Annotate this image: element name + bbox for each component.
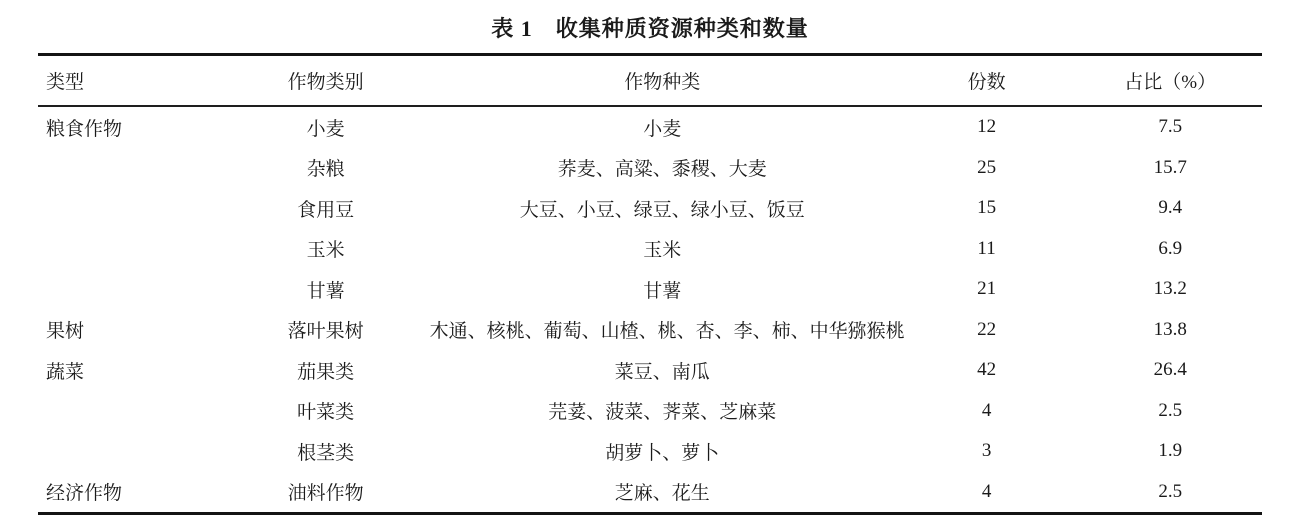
table-row	[38, 431, 1262, 472]
cell-percent: 2.5	[1158, 399, 1183, 421]
cell-category: 杂粮	[306, 159, 345, 181]
cell-type	[38, 391, 222, 432]
cell-type	[38, 431, 222, 472]
cell-percent: 6.9	[1158, 237, 1183, 259]
cell-type: 蔬菜	[46, 361, 85, 383]
column-header-type: 类型	[38, 55, 222, 107]
cell-percent: 7.5	[1158, 116, 1183, 138]
cell-category: 油料作物	[287, 483, 364, 505]
table-row	[38, 188, 1262, 229]
cell-species: 胡萝卜、萝卜	[605, 442, 720, 464]
cell-percent: 13.2	[1153, 278, 1187, 300]
table-row	[38, 472, 1262, 514]
column-header-species: 作物种类	[430, 55, 895, 107]
cell-count: 12	[977, 116, 997, 138]
cell-species: 甘薯	[643, 280, 682, 302]
table-row	[38, 391, 1262, 432]
column-header-category: 作物类别	[222, 55, 430, 107]
cell-species: 木通、核桃、葡萄、山楂、桃、杏、李、柿、中华猕猴桃	[429, 321, 905, 343]
cell-category: 落叶果树	[287, 321, 364, 343]
cell-count: 15	[977, 197, 997, 219]
cell-species: 芫荽、菠菜、荠菜、芝麻菜	[548, 402, 777, 424]
cell-category: 小麦	[306, 118, 345, 140]
cell-count: 3	[981, 440, 992, 462]
column-header-percent: 占比（%）	[1078, 55, 1262, 107]
table-row	[38, 269, 1262, 310]
cell-percent: 15.7	[1153, 156, 1187, 178]
cell-percent: 13.8	[1153, 318, 1187, 340]
cell-category: 食用豆	[297, 199, 355, 221]
cell-percent: 9.4	[1158, 197, 1183, 219]
table-row	[38, 229, 1262, 270]
cell-type: 经济作物	[46, 483, 123, 505]
cell-percent: 1.9	[1158, 440, 1183, 462]
cell-species: 玉米	[643, 240, 682, 262]
cell-category: 玉米	[306, 240, 345, 262]
cell-category: 甘薯	[306, 280, 345, 302]
cell-type	[38, 188, 222, 229]
cell-species: 大豆、小豆、绿豆、绿小豆、饭豆	[519, 199, 805, 221]
table-title: 表 1 收集种质资源种类和数量	[491, 16, 809, 41]
cell-count: 11	[977, 237, 996, 259]
table-row	[38, 106, 1262, 148]
cell-count: 21	[977, 278, 997, 300]
cell-category: 叶菜类	[297, 402, 355, 424]
column-header-count: 份数	[895, 55, 1079, 107]
cell-type: 粮食作物	[46, 118, 123, 140]
cell-count: 25	[977, 156, 997, 178]
cell-count: 4	[981, 480, 992, 502]
cell-species: 荞麦、高粱、黍稷、大麦	[557, 159, 767, 181]
cell-type	[38, 269, 222, 310]
cell-species: 小麦	[643, 118, 682, 140]
table-header-row	[38, 55, 1262, 107]
cell-type	[38, 148, 222, 189]
cell-species: 菜豆、南瓜	[614, 361, 710, 383]
cell-percent: 26.4	[1153, 359, 1187, 381]
cell-count: 22	[977, 318, 997, 340]
cell-type: 果树	[46, 321, 85, 343]
table-row	[38, 310, 1262, 351]
table-row	[38, 148, 1262, 189]
table-row	[38, 350, 1262, 391]
cell-category: 茄果类	[297, 361, 355, 383]
cell-species: 芝麻、花生	[614, 483, 710, 505]
germplasm-resource-table	[38, 53, 1262, 515]
cell-type	[38, 229, 222, 270]
cell-count: 42	[977, 359, 997, 381]
cell-count: 4	[981, 399, 992, 421]
cell-category: 根茎类	[297, 442, 355, 464]
cell-percent: 2.5	[1158, 480, 1183, 502]
